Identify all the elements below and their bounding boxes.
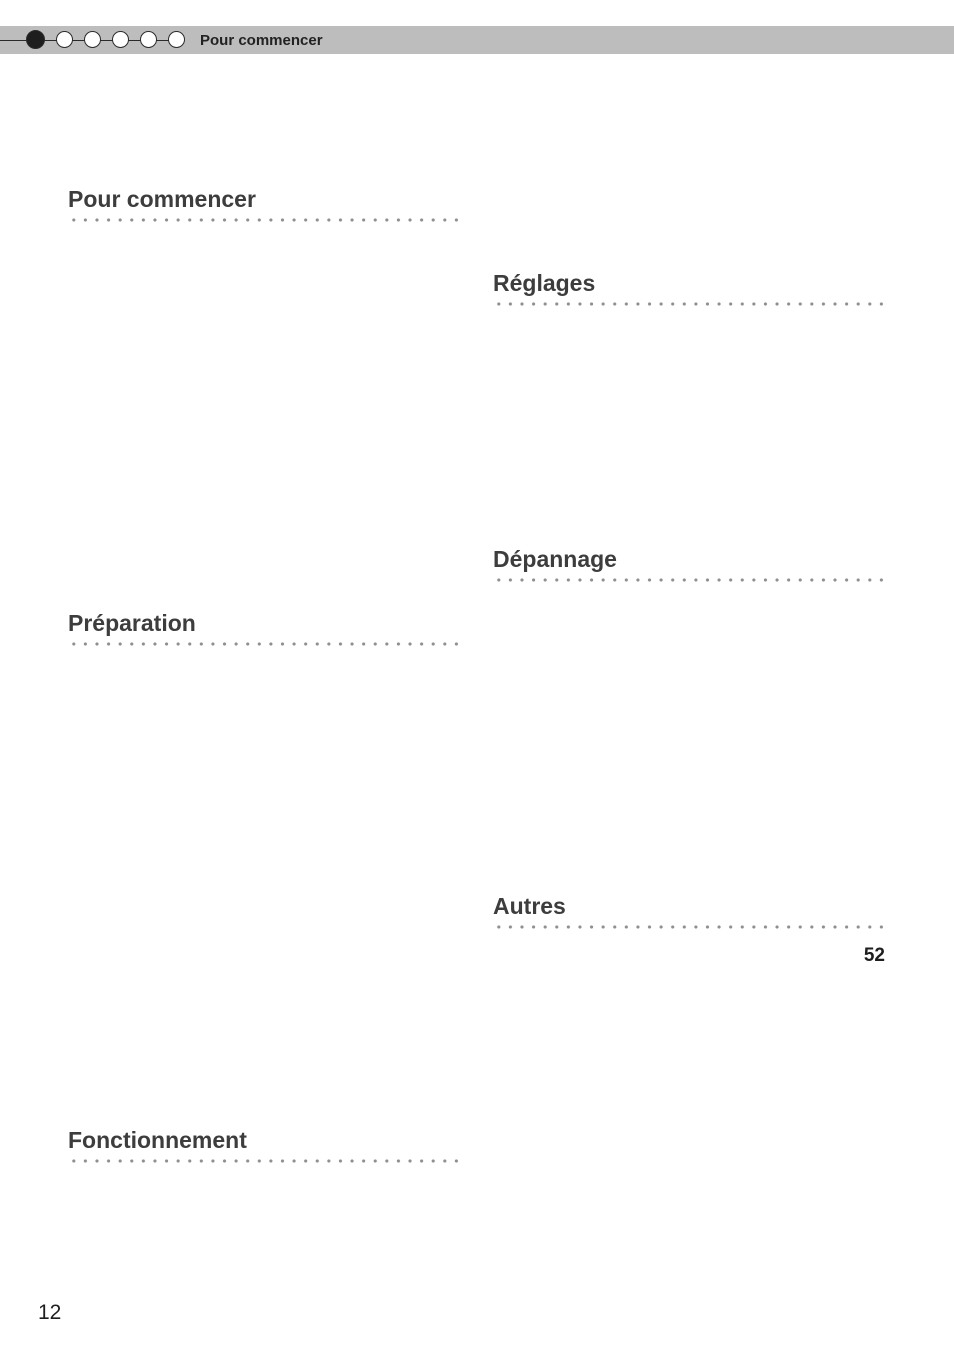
- section-title: Dépannage: [493, 546, 617, 572]
- dotted-divider: [493, 578, 889, 582]
- chapter-step-3-indicator: [84, 31, 101, 48]
- chapter-step-2-indicator: [56, 31, 73, 48]
- autres-page-reference[interactable]: 52: [863, 945, 885, 966]
- dotted-divider: [68, 1159, 464, 1163]
- chapter-step-1-indicator: [26, 30, 45, 49]
- section-pour-commencer: [68, 186, 464, 222]
- page-number: 12: [38, 1301, 62, 1324]
- section-title: Autres: [493, 893, 566, 919]
- section-fonctionnement: [68, 1127, 464, 1163]
- section-reglages: [493, 270, 889, 306]
- dotted-divider: [493, 302, 889, 306]
- section-title: Pour commencer: [68, 186, 256, 212]
- section-preparation: [68, 610, 464, 646]
- section-title: Préparation: [68, 610, 196, 636]
- section-title: Fonctionnement: [68, 1127, 247, 1153]
- section-depannage: [493, 546, 889, 582]
- chapter-step-6-indicator: [168, 31, 185, 48]
- chapter-step-4-indicator: [112, 31, 129, 48]
- header-chapter-title: Pour commencer: [200, 32, 323, 49]
- dotted-divider: [68, 218, 464, 222]
- dotted-divider: [68, 642, 464, 646]
- chapter-step-5-indicator: [140, 31, 157, 48]
- section-autres: [493, 893, 889, 929]
- dotted-divider: [493, 925, 889, 929]
- section-title: Réglages: [493, 270, 596, 296]
